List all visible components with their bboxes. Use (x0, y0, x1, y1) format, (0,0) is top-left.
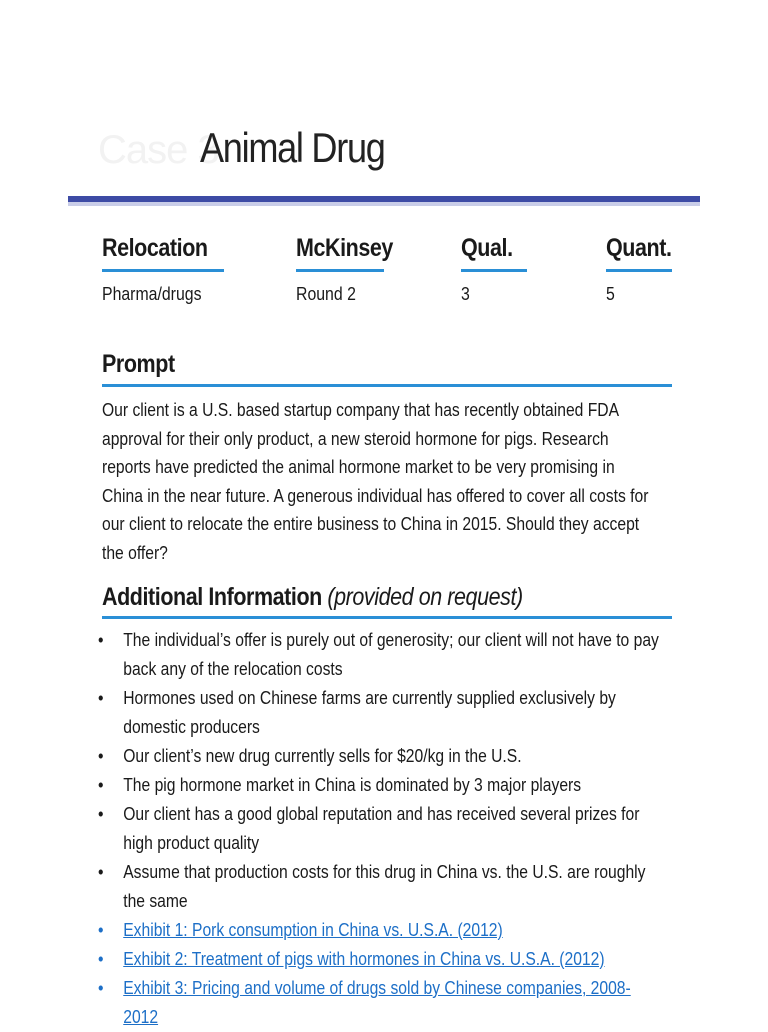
list-item (98, 858, 664, 916)
title-fade-overlay (408, 110, 700, 190)
list-item-text: Our client has a good global reputation and has received several prizes for high product quality (123, 804, 640, 853)
column-value: Pharma/drugs (102, 284, 202, 304)
column-relocation (102, 234, 225, 305)
bullet-icon: • (98, 920, 104, 940)
column-mckinsey (296, 234, 409, 305)
exhibit-3-link[interactable] (98, 974, 664, 1032)
slide-title: Animal Drug (200, 124, 385, 171)
title-divider-shadow (68, 202, 700, 206)
column-value: 3 (461, 284, 470, 304)
exhibit-1-link[interactable] (98, 916, 664, 945)
list-item (98, 771, 664, 800)
additional-info-heading (102, 583, 523, 612)
column-underline (461, 269, 527, 272)
bullet-icon: • (98, 862, 104, 882)
column-heading: Relocation (102, 234, 208, 262)
prompt-text: Our client is a U.S. based startup company that has recently obtained FDA approval for their only product, a new steroid hormone for pigs. Research reports have predicted the animal hormone market to be very promising in China in the near future. A generous individual has offered to cover all costs for our client to relocate the entire business to China in 2015. Should they accept the offer? (102, 400, 649, 563)
list-item (98, 626, 664, 684)
bullet-icon: • (98, 804, 104, 824)
prompt-underline (102, 384, 672, 387)
bullet-icon: • (98, 630, 104, 650)
prompt-heading: Prompt (102, 350, 175, 378)
column-underline (296, 269, 384, 272)
slide-title-area (68, 110, 700, 190)
list-item (98, 684, 664, 742)
exhibit-link-text[interactable]: Exhibit 1: Pork consumption in China vs. U.S.A. (2012) (123, 920, 503, 940)
list-item-text: Assume that production costs for this drug in China vs. the U.S. are roughly the same (123, 862, 646, 911)
column-heading: Qual. (461, 234, 513, 262)
list-item-text: The individual’s offer is purely out of generosity; our client will not have to pay back any of the relocation costs (123, 630, 659, 679)
column-quant (606, 234, 682, 305)
list-item-text: Our client’s new drug currently sells for $20/kg in the U.S. (123, 746, 522, 766)
bullet-icon: • (98, 746, 104, 766)
list-item-text: Hormones used on Chinese farms are currently supplied exclusively by domestic producers (123, 688, 616, 737)
bullet-icon: • (98, 978, 104, 998)
additional-info-list (98, 626, 664, 1032)
exhibit-link-text[interactable]: Exhibit 3: Pricing and volume of drugs sold by Chinese companies, 2008-2012 (123, 978, 631, 1027)
list-item (98, 742, 664, 771)
bullet-icon: • (98, 775, 104, 795)
column-heading: McKinsey (296, 234, 393, 262)
column-underline (102, 269, 224, 272)
case-number-ghost: Case 3 (98, 128, 219, 172)
list-item-text: The pig hormone market in China is dominated by 3 major players (123, 775, 582, 795)
exhibit-link-text[interactable]: Exhibit 2: Treatment of pigs with hormones in China vs. U.S.A. (2012) (123, 949, 605, 969)
exhibit-2-link[interactable] (98, 945, 664, 974)
list-item (98, 800, 664, 858)
bullet-icon: • (98, 688, 104, 708)
column-value: 5 (606, 284, 615, 304)
column-underline (606, 269, 672, 272)
bullet-icon: • (98, 949, 104, 969)
column-value: Round 2 (296, 284, 356, 304)
additional-info-underline (102, 616, 672, 619)
column-qual (461, 234, 527, 305)
additional-info-note: (provided on request) (327, 583, 523, 611)
column-heading: Quant. (606, 234, 672, 262)
additional-info-title: Additional Information (102, 583, 322, 611)
